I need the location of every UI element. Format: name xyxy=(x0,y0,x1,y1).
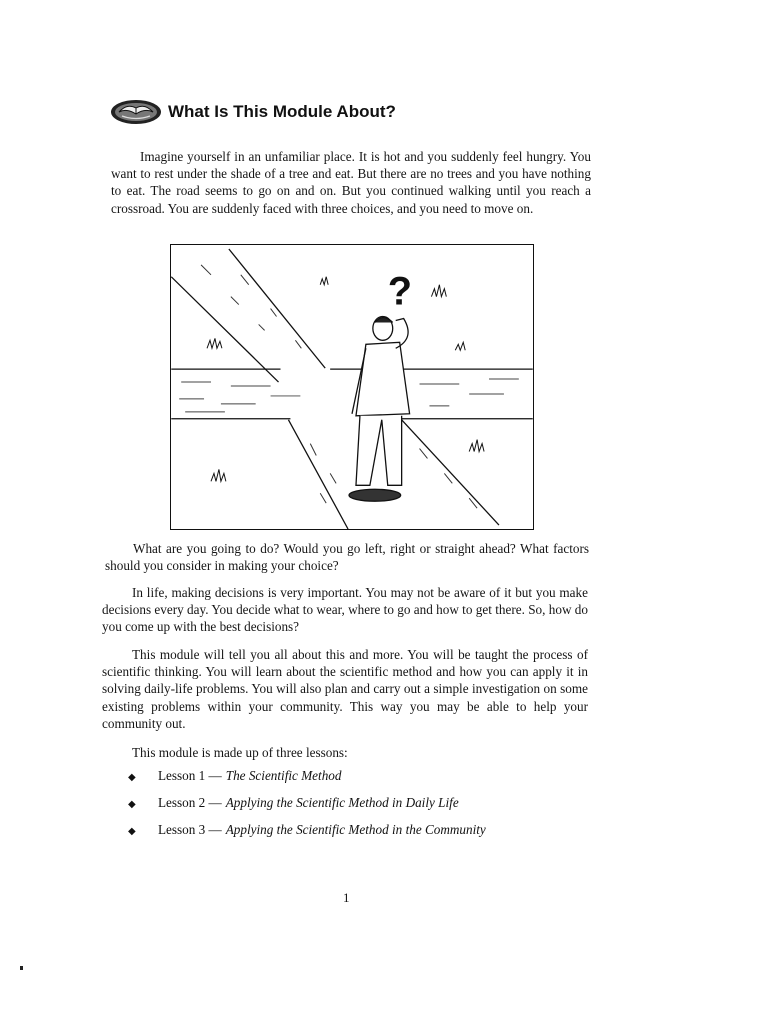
bullet-icon: ◆ xyxy=(128,826,136,837)
lesson-label: Lesson 2 — xyxy=(158,795,222,810)
lesson-label: Lesson 1 — xyxy=(158,768,222,783)
lesson-list xyxy=(128,768,486,849)
lesson-item xyxy=(128,795,486,822)
lesson-title: Applying the Scientific Method in Daily Life xyxy=(225,795,459,810)
bullet-icon: ◆ xyxy=(128,799,136,810)
page-title: What Is This Module About? xyxy=(168,102,396,121)
decisions-paragraph: In life, making decisions is very important. You may not be aware of it but you make decisions every day. You decide what to wear, where to go and how to get there. So, how do you come up with the best decisions? xyxy=(102,585,588,635)
module-paragraph: This module will tell you all about this and more. You will be taught the process of scientific thinking. You will learn about the scientific method and how you can apply it in solving daily-life problems. You will also plan and carry out a simple investigation on some existing problems within your community. This way you may be able to help your community out. xyxy=(102,647,588,731)
lesson-item xyxy=(128,822,486,849)
lesson-item xyxy=(128,768,486,795)
lesson-label: Lesson 3 — xyxy=(158,822,222,837)
intro-paragraph: Imagine yourself in an unfamiliar place. It is hot and you suddenly feel hungry. You want to rest under the shade of a tree and eat. But there are no trees and you have nothing to eat. The road seems to go on and on. But you continued walking until you reach a crossroad. You are suddenly faced with three choices, and you need to move on. xyxy=(111,149,591,216)
lesson-title: Applying the Scientific Method in the Community xyxy=(225,822,486,837)
page-number: 1 xyxy=(343,890,350,905)
section-heading xyxy=(110,94,396,130)
bullet-icon: ◆ xyxy=(128,772,136,783)
scan-speck xyxy=(20,966,23,970)
crossroad-illustration xyxy=(170,244,534,530)
question-mark: ? xyxy=(387,269,413,314)
question-paragraph: What are you going to do? Would you go left, right or straight ahead? What factors should you consider in making your choice? xyxy=(105,541,589,574)
book-icon xyxy=(110,94,162,130)
lesson-title: The Scientific Method xyxy=(225,768,342,783)
person-figure xyxy=(349,316,410,501)
lessons-intro: This module is made up of three lessons: xyxy=(132,745,348,760)
crossroad-drawing xyxy=(171,245,533,529)
